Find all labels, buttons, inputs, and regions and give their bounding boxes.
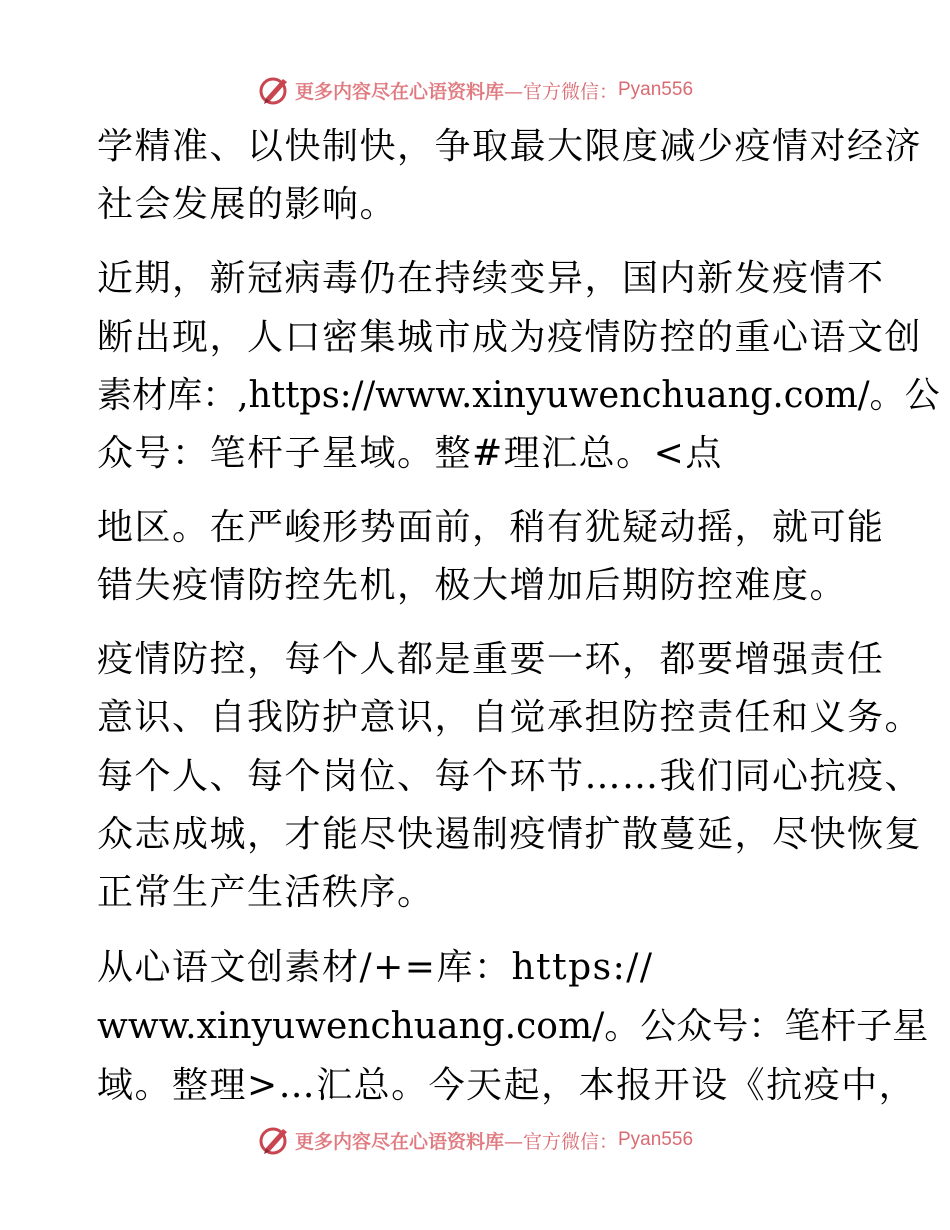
text-line: 域。整理>…汇总。今天起，本报开设《抗疫中，: [97, 1065, 917, 1106]
watermark-sub-text: —官方微信：: [503, 80, 618, 103]
text-line: 众志成城，才能尽快遏制疫情扩散蔓延，尽快恢复: [97, 814, 923, 855]
text-line: 疫情防控，每个人都是重要一环，都要增强责任: [97, 639, 885, 680]
text-line: 社会发展的影响。: [97, 184, 398, 225]
text-line: 素材库：,https://www.xinyuwenchuang.com/。公: [97, 375, 940, 416]
text-line: 每个人、每个岗位、每个环节……我们同心抗疫、: [97, 756, 923, 797]
watermark-wechat-id: Pyan556: [618, 79, 694, 100]
watermark-main-text: 更多内容尽在心语资料库: [294, 80, 504, 103]
watermark-main-text: 更多内容尽在心语资料库: [294, 1130, 504, 1153]
text-line: 断出现，人口密集城市成为疫情防控的重心语文创: [97, 317, 923, 358]
text-line: 学精准、以快制快，争取最大限度减少疫情对经济: [97, 126, 923, 167]
footer-watermark: [0, 1120, 950, 1160]
text-line: 从心语文创素材/+=库：https://: [97, 947, 654, 988]
text-line: 地区。在严峻形势面前，稍有犹疑动摇，就可能: [97, 507, 885, 548]
header-watermark: [0, 70, 950, 110]
pen-logo-icon: [257, 73, 291, 107]
text-line: 近期，新冠病毒仍在持续变异，国内新发疫情不: [97, 258, 885, 299]
text-line: www.xinyuwenchuang.com/。公众号：笔杆子星: [97, 1006, 929, 1047]
text-line: 众号：笔杆子星域。整#理汇总。<点: [97, 433, 723, 474]
text-line: 错失疫情防控先机，极大增加后期防控难度。: [97, 565, 848, 606]
watermark-wechat-id: Pyan556: [618, 1129, 694, 1150]
watermark-sub-text: —官方微信：: [503, 1130, 618, 1153]
text-line: 正常生产生活秩序。: [97, 872, 435, 913]
text-line: 意识、自我防护意识，自觉承担防控责任和义务。: [97, 697, 923, 738]
pen-logo-icon: [257, 1123, 291, 1157]
